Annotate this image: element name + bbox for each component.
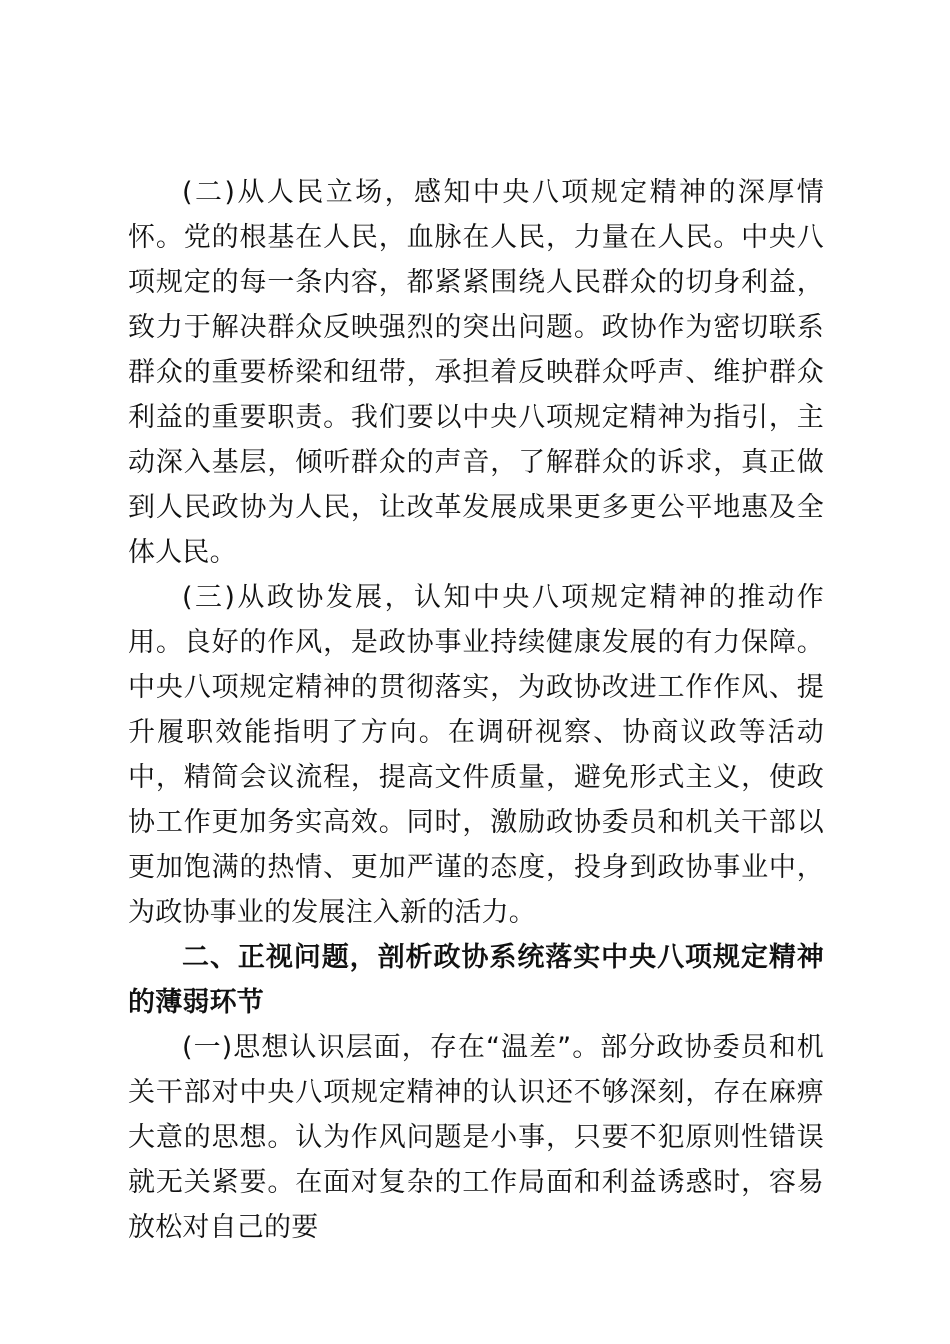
document-body [128,170,824,1250]
paragraph-people-stance: (二)从人民立场，感知中央八项规定精神的深厚情怀。党的根基在人民，血脉在人民，力量在人民。中央八项规定的每一条内容，都紧紧围绕人民群众的切身利益，致力于解决群众反映强烈的突出问题。政协作为密切联系群众的重要桥梁和纽带，承担着反映群众呼声、维护群众利益的重要职责。我们要以中央八项规定精神为指引，主动深入基层，倾听群众的声音，了解群众的诉求，真正做到人民政协为人民，让改革发展成果更多更公平地惠及全体人民。 [128,177,824,568]
section-heading-problems: 二、正视问题，剖析政协系统落实中央八项规定精神的薄弱环节 [128,942,824,1018]
paragraph-cppcc-development: (三)从政协发展，认知中央八项规定精神的推动作用。良好的作风，是政协事业持续健康发展的有力保障。中央八项规定精神的贯彻落实，为政协改进工作作风、提升履职效能指明了方向。在调研视察、协商议政等活动中，精简会议流程，提高文件质量，避免形式主义，使政协工作更加务实高效。同时，激励政协委员和机关干部以更加饱满的热情、更加严谨的态度，投身到政协事业中，为政协事业的发展注入新的活力。 [128,582,824,928]
paragraph-ideological-awareness: (一)思想认识层面，存在“温差”。部分政协委员和机关干部对中央八项规定精神的认识还不够深刻，存在麻痹大意的思想。认为作风问题是小事，只要不犯原则性错误就无关紧要。在面对复杂的工作局面和利益诱惑时，容易放松对自己的要 [128,1032,824,1243]
